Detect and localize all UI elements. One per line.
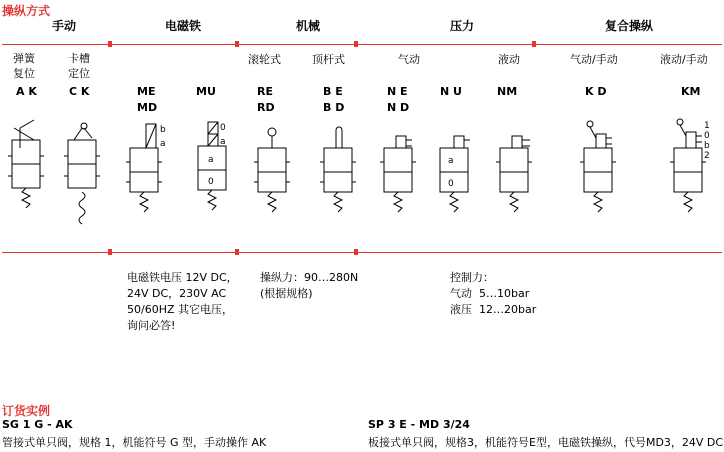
valve-symbol-nm (494, 118, 542, 218)
divider-tick (354, 41, 358, 47)
example-desc-1: 管接式单只阀，规格 1，机能符号 G 型，手动操作 AK (2, 436, 267, 449)
mark-a: a (160, 139, 166, 149)
example-code-1: SG 1 G - AK (2, 418, 73, 431)
category-solenoid: 电磁铁 (165, 19, 202, 33)
code-bd: B D (323, 101, 345, 114)
divider-tick (108, 249, 112, 255)
code-ck: C K (69, 85, 90, 98)
code-be: B E (323, 85, 343, 98)
divider-tick (532, 41, 536, 47)
valve-symbol-kd (578, 118, 622, 218)
order-example-title: 订货实例 (2, 404, 51, 418)
code-ak: A K (16, 85, 37, 98)
note-pressure-control: 控制力： 气动 5…10bar 液压 12…20bar (450, 271, 537, 316)
label-pneumatic-manual: 气动/手动 (570, 53, 618, 66)
mark-a: a (220, 137, 226, 147)
code-mu: MU (196, 85, 216, 98)
divider-tick (235, 249, 239, 255)
mark-b: b (160, 125, 166, 135)
code-md: MD (137, 101, 158, 114)
valve-symbol-km (668, 118, 720, 218)
valve-symbol-me-md (124, 118, 176, 218)
example-code-2: SP 3 E - MD 3/24 (368, 418, 470, 431)
valve-symbol-be-bd (318, 118, 362, 218)
divider-tick (108, 41, 112, 47)
divider-tick (235, 41, 239, 47)
note-mechanical-force: 操纵力：90…280N (根据规格) (260, 271, 359, 300)
divider-tick (354, 249, 358, 255)
mark-zero: 0 (220, 123, 226, 133)
mark-zero: 0 (704, 131, 710, 141)
code-nm: NM (497, 85, 518, 98)
code-re: RE (257, 85, 273, 98)
label-plunger: 顶杆式 (312, 53, 345, 66)
mark-two: 2 (704, 151, 710, 161)
valve-symbol-nu (436, 118, 480, 218)
code-kd: K D (585, 85, 607, 98)
mark-zero: 0 (208, 177, 214, 187)
mark-one: 1 (704, 121, 710, 131)
category-mechanical: 机械 (296, 19, 321, 33)
label-hydraulic-manual: 液动/手动 (660, 53, 708, 66)
valve-symbol-ne-nd (378, 118, 422, 218)
valve-symbol-mu (188, 118, 240, 218)
note-solenoid-voltage: 电磁铁电压 12V DC， 24V DC，230V AC 50/60HZ 其它电压， 询问必答! (127, 271, 238, 332)
code-km: KM (681, 85, 701, 98)
mark-b: b (704, 141, 710, 151)
mark-zero: 0 (448, 179, 454, 189)
category-manual: 手动 (52, 19, 77, 33)
label-hydraulic: 液动 (498, 53, 520, 66)
label-spring-return: 弹簧 复位 (13, 52, 35, 80)
mark-a: a (448, 156, 454, 166)
code-rd: RD (257, 101, 275, 114)
mark-a: a (208, 155, 214, 165)
label-pneumatic: 气动 (398, 53, 420, 66)
code-ne: N E (387, 85, 408, 98)
valve-symbol-ak (8, 118, 48, 218)
valve-symbol-re-rd (252, 118, 296, 218)
section-title: 操纵方式 (2, 4, 51, 18)
code-nd: N D (387, 101, 410, 114)
valve-symbol-ck (62, 118, 102, 233)
category-pressure: 压力 (450, 19, 475, 33)
label-detent: 卡槽 定位 (68, 52, 90, 80)
category-combined: 复合操纵 (605, 19, 654, 33)
example-desc-2: 板接式单只阀，规格3，机能符号E型，电磁铁操纵，代号MD3，24V DC (368, 436, 724, 449)
code-me: ME (137, 85, 156, 98)
code-nu: N U (440, 85, 462, 98)
label-roller: 滚轮式 (248, 53, 281, 66)
